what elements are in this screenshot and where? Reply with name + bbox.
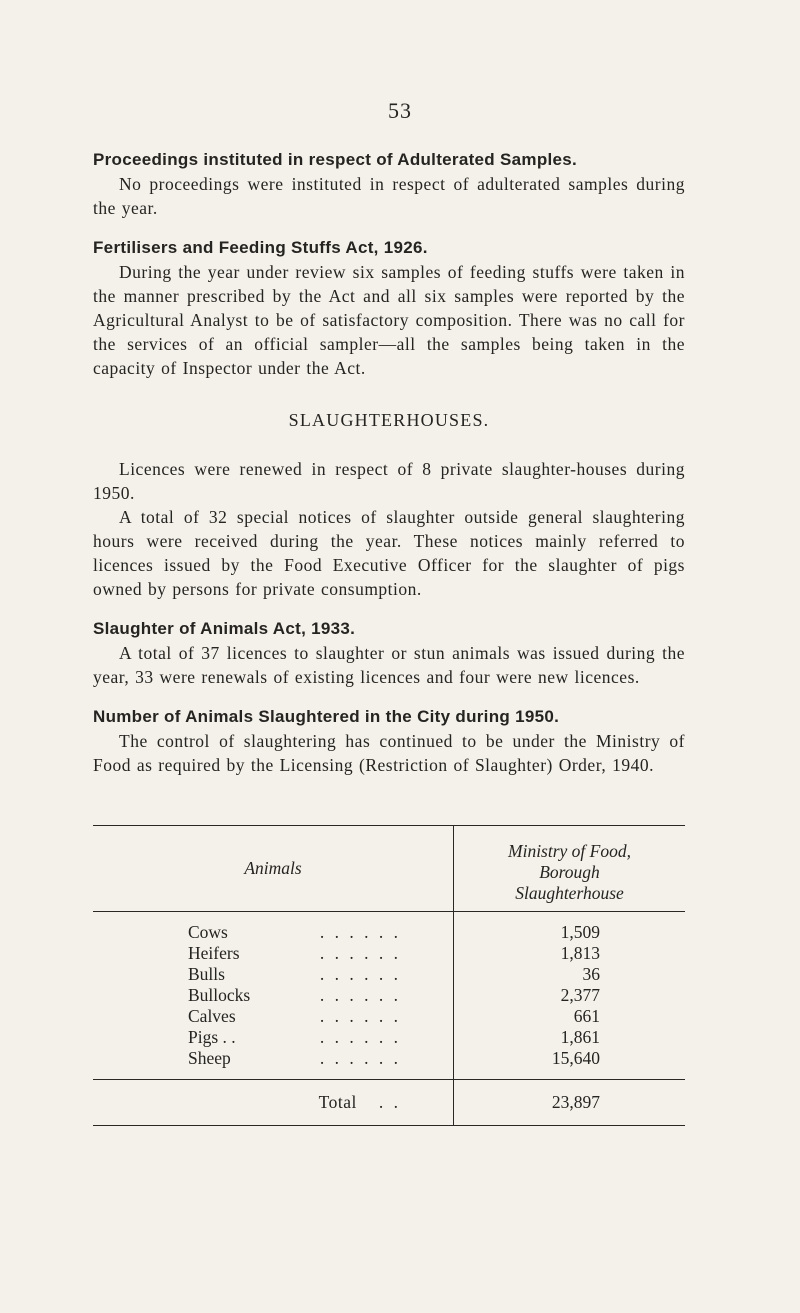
table-row: [93, 1048, 685, 1080]
slaughterhouses-title: SLAUGHTERHOUSES.: [288, 410, 490, 430]
table-row: [93, 1006, 685, 1027]
animal-name-cell: [93, 985, 454, 1006]
animal-name-cell: [93, 912, 454, 944]
animal-name: Calves: [188, 1006, 236, 1026]
leader-dots: . .: [378, 1092, 401, 1112]
animal-count: 36: [582, 964, 600, 984]
proceedings-heading: Proceedings instituted in respect of Adulterated Samples.: [93, 150, 578, 169]
animal-count: 661: [573, 1006, 600, 1026]
leader-dots: . . . . . .: [319, 1048, 401, 1068]
animal-name: Pigs . .: [188, 1027, 236, 1047]
fertilisers-heading: Fertilisers and Feeding Stuffs Act, 1926.: [93, 238, 428, 257]
slaughterhouses-para1: Licences were renewed in respect of 8 private slaughter-houses during 1950.: [93, 459, 685, 503]
leader-dots: . . . . . .: [319, 964, 401, 984]
proceedings-text: No proceedings were instituted in respect of adulterated samples during the year.: [93, 174, 685, 218]
animal-name-cell: [93, 1006, 454, 1027]
animal-name-cell: [93, 964, 454, 985]
total-label-cell: [93, 1080, 454, 1126]
number-slaughtered-text: The control of slaughtering has continued to be under the Ministry of Food as required by the Licensing (Restriction of Slaughter) Order, 1940.: [93, 731, 685, 775]
animal-name-cell: [93, 943, 454, 964]
animal-name: Sheep: [188, 1048, 231, 1068]
table-row: [93, 943, 685, 964]
animal-count: 15,640: [551, 1048, 600, 1068]
table-row: [93, 912, 685, 944]
animal-name-cell: [93, 1048, 454, 1080]
leader-dots: . . . . . .: [319, 922, 401, 942]
total-value: 23,897: [551, 1092, 600, 1112]
animals-slaughtered-table: [93, 825, 685, 1126]
page-number: 53: [388, 98, 412, 123]
table-row: [93, 1027, 685, 1048]
slaughter-act-text: A total of 37 licences to slaughter or stun animals was issued during the year, 33 were renewals of existing licences and four were new licences.: [93, 643, 685, 687]
animal-name-cell: [93, 1027, 454, 1048]
leader-dots: . . . . . .: [319, 943, 401, 963]
fertilisers-text: During the year under review six samples of feeding stuffs were taken in the manner prescribed by the Act and all six samples were reported by the Agricultural Analyst to be of satisfactory composition. There was no call for the services of an official sampler—all the samples being taken in the capacity of Inspector under the Act.: [93, 262, 685, 378]
table-row: [93, 964, 685, 985]
animal-name: Bulls: [188, 964, 225, 984]
animal-count: 1,813: [560, 943, 600, 963]
column-header-animals: Animals: [93, 826, 454, 912]
ministry-header-line1: Ministry of Food,: [508, 841, 631, 861]
number-slaughtered-heading: Number of Animals Slaughtered in the City during 1950.: [93, 707, 560, 726]
column-header-ministry: [454, 826, 686, 912]
slaughter-act-heading: Slaughter of Animals Act, 1933.: [93, 619, 356, 638]
slaughterhouses-para2: A total of 32 special notices of slaughter outside general slaughtering hours were received during the year. These notices mainly referred to licences issued by the Food Executive Officer for the slaughter of pigs owned by persons for private consumption.: [93, 507, 685, 599]
document-body: [93, 148, 685, 777]
table-header-row: [93, 826, 685, 912]
leader-dots: . . . . . .: [319, 985, 401, 1005]
table-row: [93, 985, 685, 1006]
animal-count: 1,861: [560, 1027, 600, 1047]
ministry-header-line2: Borough: [539, 862, 600, 882]
leader-dots: . . . . . .: [319, 1027, 401, 1047]
animal-name: Bullocks: [188, 985, 251, 1005]
ministry-header-line3: Slaughterhouse: [515, 883, 624, 903]
animal-name: Cows: [188, 922, 228, 942]
total-row: [93, 1080, 685, 1126]
animal-count: 2,377: [560, 985, 600, 1005]
leader-dots: . . . . . .: [319, 1006, 401, 1026]
total-label: Total: [318, 1092, 357, 1112]
animal-count: 1,509: [560, 922, 600, 942]
animal-name: Heifers: [188, 943, 240, 963]
